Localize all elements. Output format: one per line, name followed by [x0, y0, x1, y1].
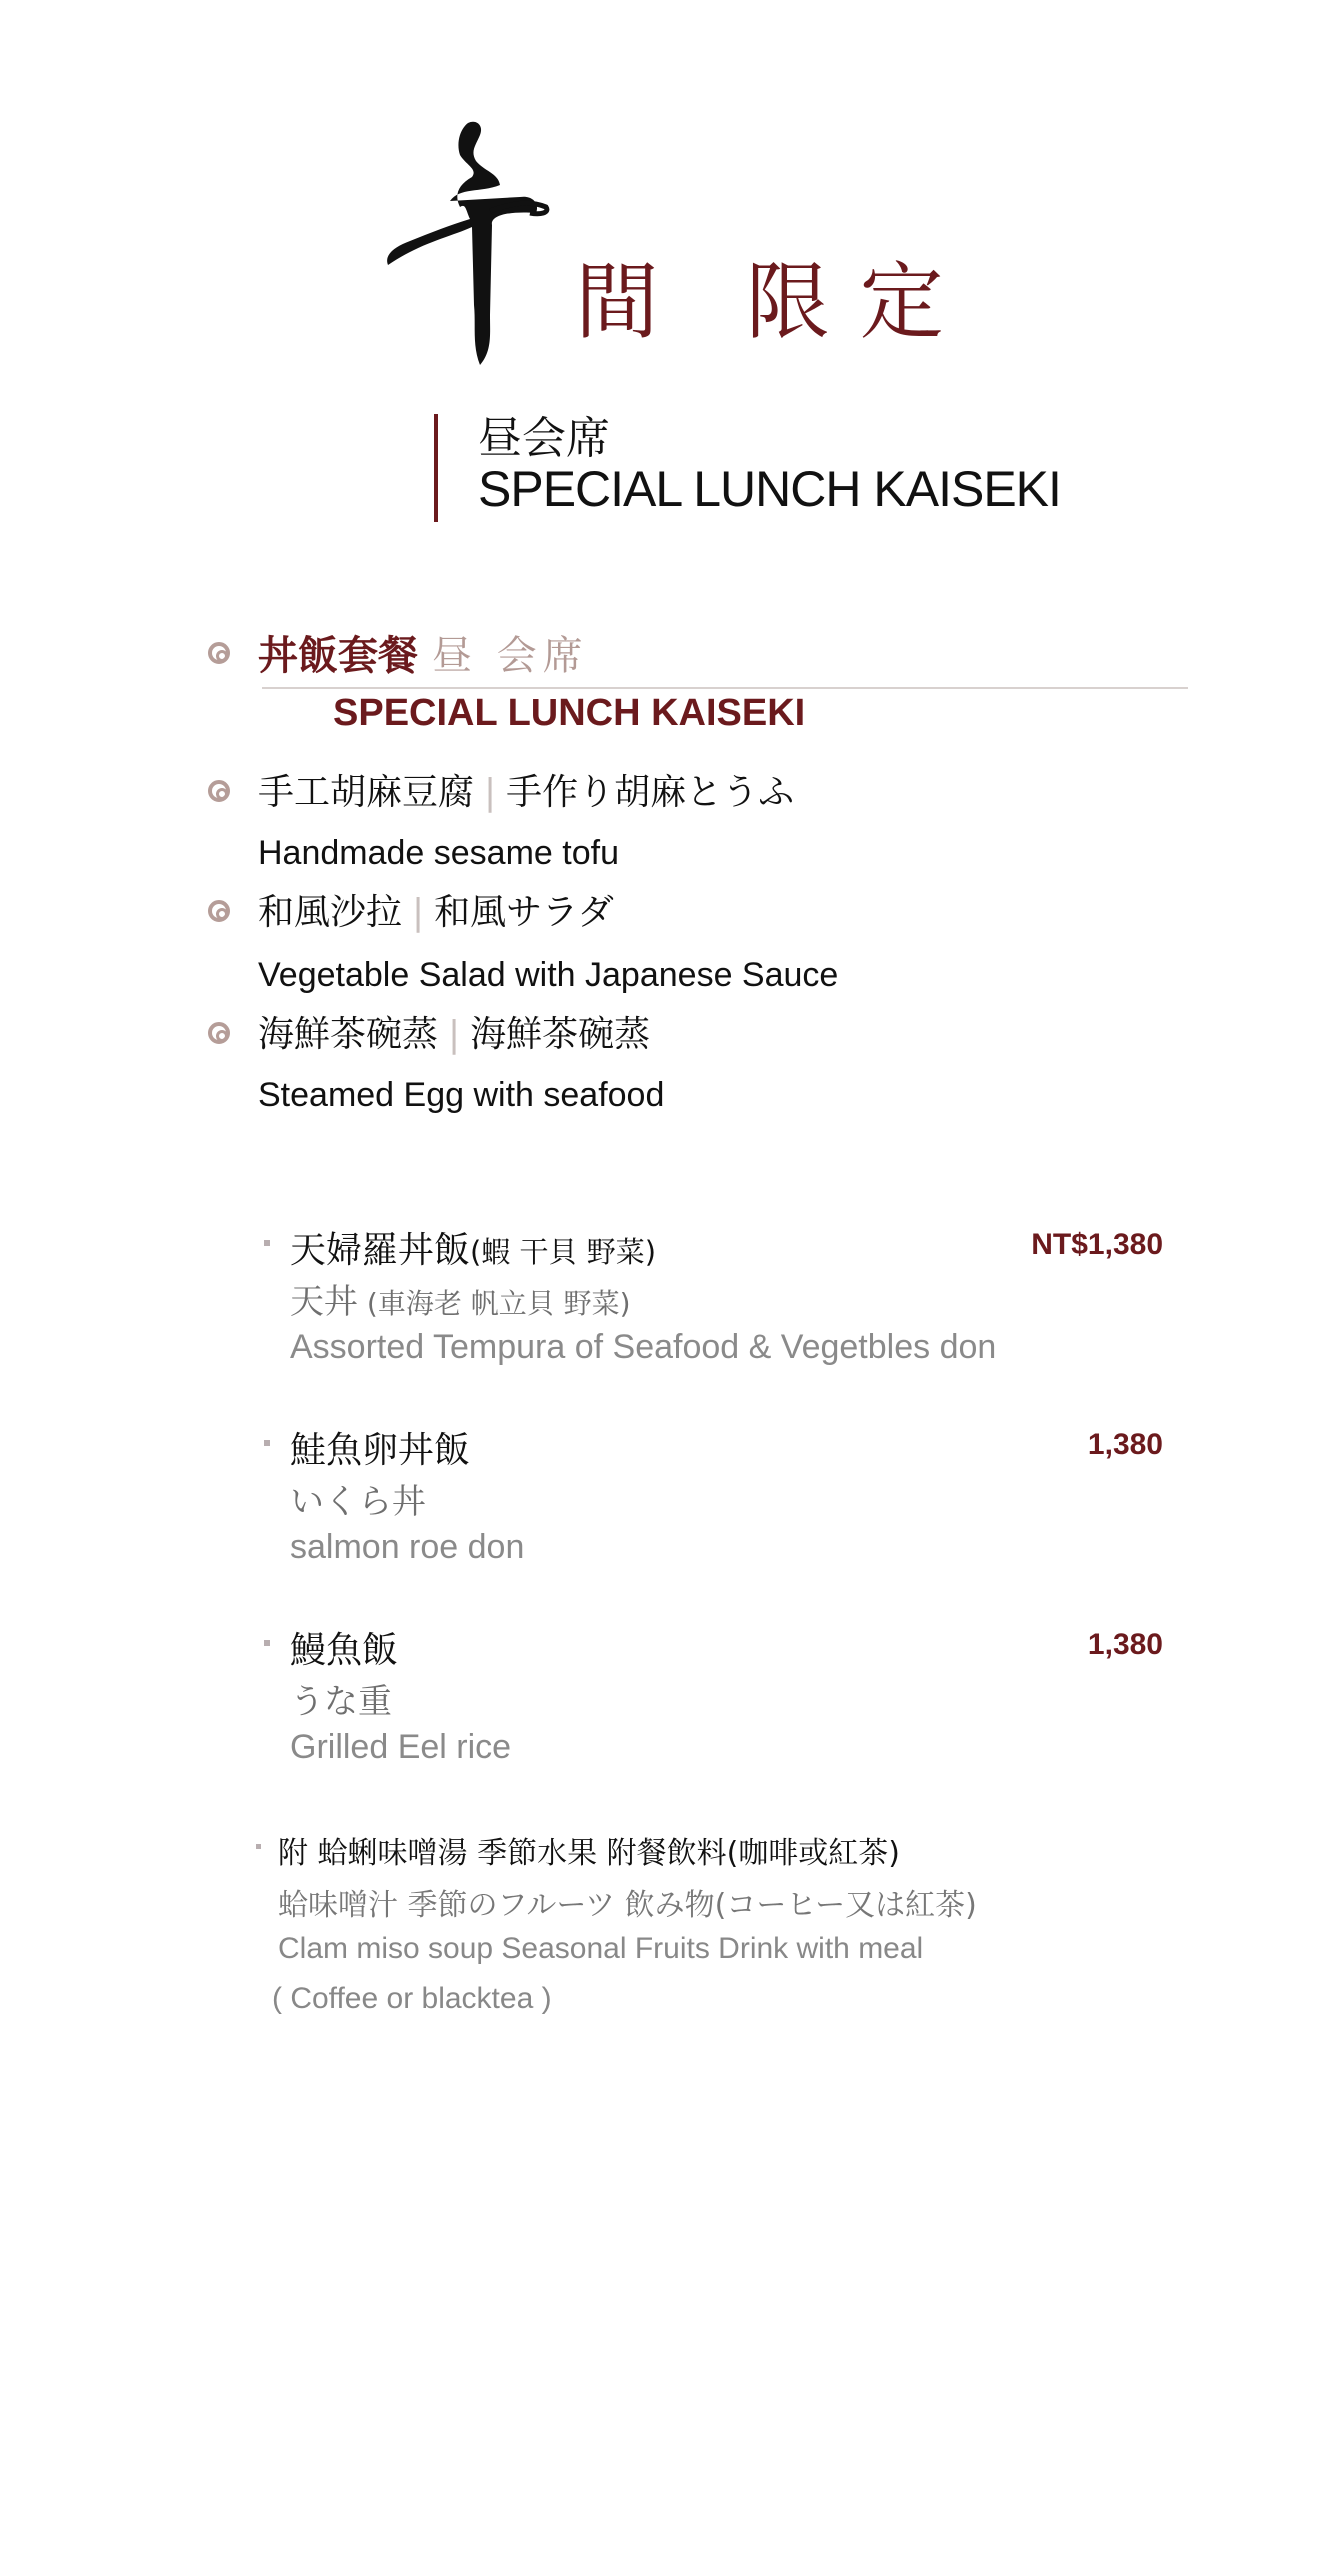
double-circle-icon [208, 900, 230, 922]
course-name-jp [258, 884, 614, 935]
course-jp: 和風サラダ [434, 892, 614, 933]
square-dot-icon [264, 1440, 270, 1446]
course-name-en: Handmade sesame tofu [258, 834, 619, 872]
course-jp: 海鮮茶碗蒸 [470, 1014, 651, 1055]
dish-price: 1,380 [1087, 1428, 1163, 1461]
dish-name-jp: うな重 [290, 1682, 392, 1722]
course-name-jp [258, 1006, 650, 1057]
brush-calligraphy-logo [380, 115, 580, 375]
course-zh: 海鮮茶碗蒸 [258, 1014, 439, 1055]
section-divider [262, 687, 1188, 689]
course-name-en: Steamed Egg with seafood [258, 1076, 665, 1114]
course-name-jp [258, 764, 794, 815]
course-name-en: Vegetable Salad with Japanese Sauce [258, 956, 839, 994]
dish-name-zh: 鰻魚飯 [290, 1630, 399, 1671]
set-includes-zh: 附 蛤蜊味噌湯 季節水果 附餐飲料(咖啡或紅茶) [278, 1836, 901, 1871]
dish-name-zh: 鮭魚卵丼飯 [290, 1430, 471, 1471]
square-dot-icon [264, 1240, 270, 1246]
dish-name-jp: いくら丼 [290, 1482, 426, 1522]
course-separator: | [412, 892, 425, 933]
header-subtitle-en: SPECIAL LUNCH KAISEKI [478, 461, 1061, 517]
double-circle-icon [208, 1022, 230, 1044]
dish-name-en: Assorted Tempura of Seafood & Vegetbles don [290, 1328, 997, 1366]
section-title-muted: 昼 会席 [432, 633, 589, 679]
dish-zh-sub: (蝦 干貝 野菜) [470, 1235, 657, 1269]
course-jp: 手作り胡麻とうふ [506, 772, 795, 813]
dish-name-en: salmon roe don [290, 1528, 525, 1566]
header-divider-bar [434, 414, 438, 522]
course-zh: 手工胡麻豆腐 [258, 772, 475, 813]
course-zh: 和風沙拉 [258, 892, 403, 933]
set-includes-en: Clam miso soup Seasonal Fruits Drink with meal [278, 1932, 924, 1965]
dish-price: NT$1,380 [1031, 1228, 1163, 1261]
section-title [258, 624, 589, 681]
square-dot-icon [256, 1844, 261, 1849]
dish-name-jp [290, 1274, 631, 1323]
section-title-main: 丼飯套餐 [258, 633, 418, 679]
dish-price: 1,380 [1087, 1628, 1163, 1661]
set-includes-drink-note: ( Coffee or blacktea ) [272, 1982, 552, 2015]
dish-name-en: Grilled Eel rice [290, 1728, 512, 1766]
header-title-kanji: 間 限定 [575, 253, 974, 351]
header-subtitle-jp: 昼会席 [478, 413, 610, 464]
course-separator: | [448, 1014, 461, 1055]
dish-name-zh [290, 1222, 656, 1273]
double-circle-icon [208, 642, 230, 664]
dish-zh: 天婦羅丼飯 [290, 1230, 471, 1271]
dish-jp-sub: (車海老 帆立貝 野菜) [358, 1287, 631, 1320]
section-title-en: SPECIAL LUNCH KAISEKI [333, 692, 806, 734]
course-separator: | [484, 772, 497, 813]
set-includes-jp: 蛤味噌汁 季節のフルーツ 飲み物(コーヒー又は紅茶) [278, 1888, 977, 1923]
double-circle-icon [208, 780, 230, 802]
square-dot-icon [264, 1640, 270, 1646]
dish-jp: 天丼 [290, 1282, 358, 1322]
